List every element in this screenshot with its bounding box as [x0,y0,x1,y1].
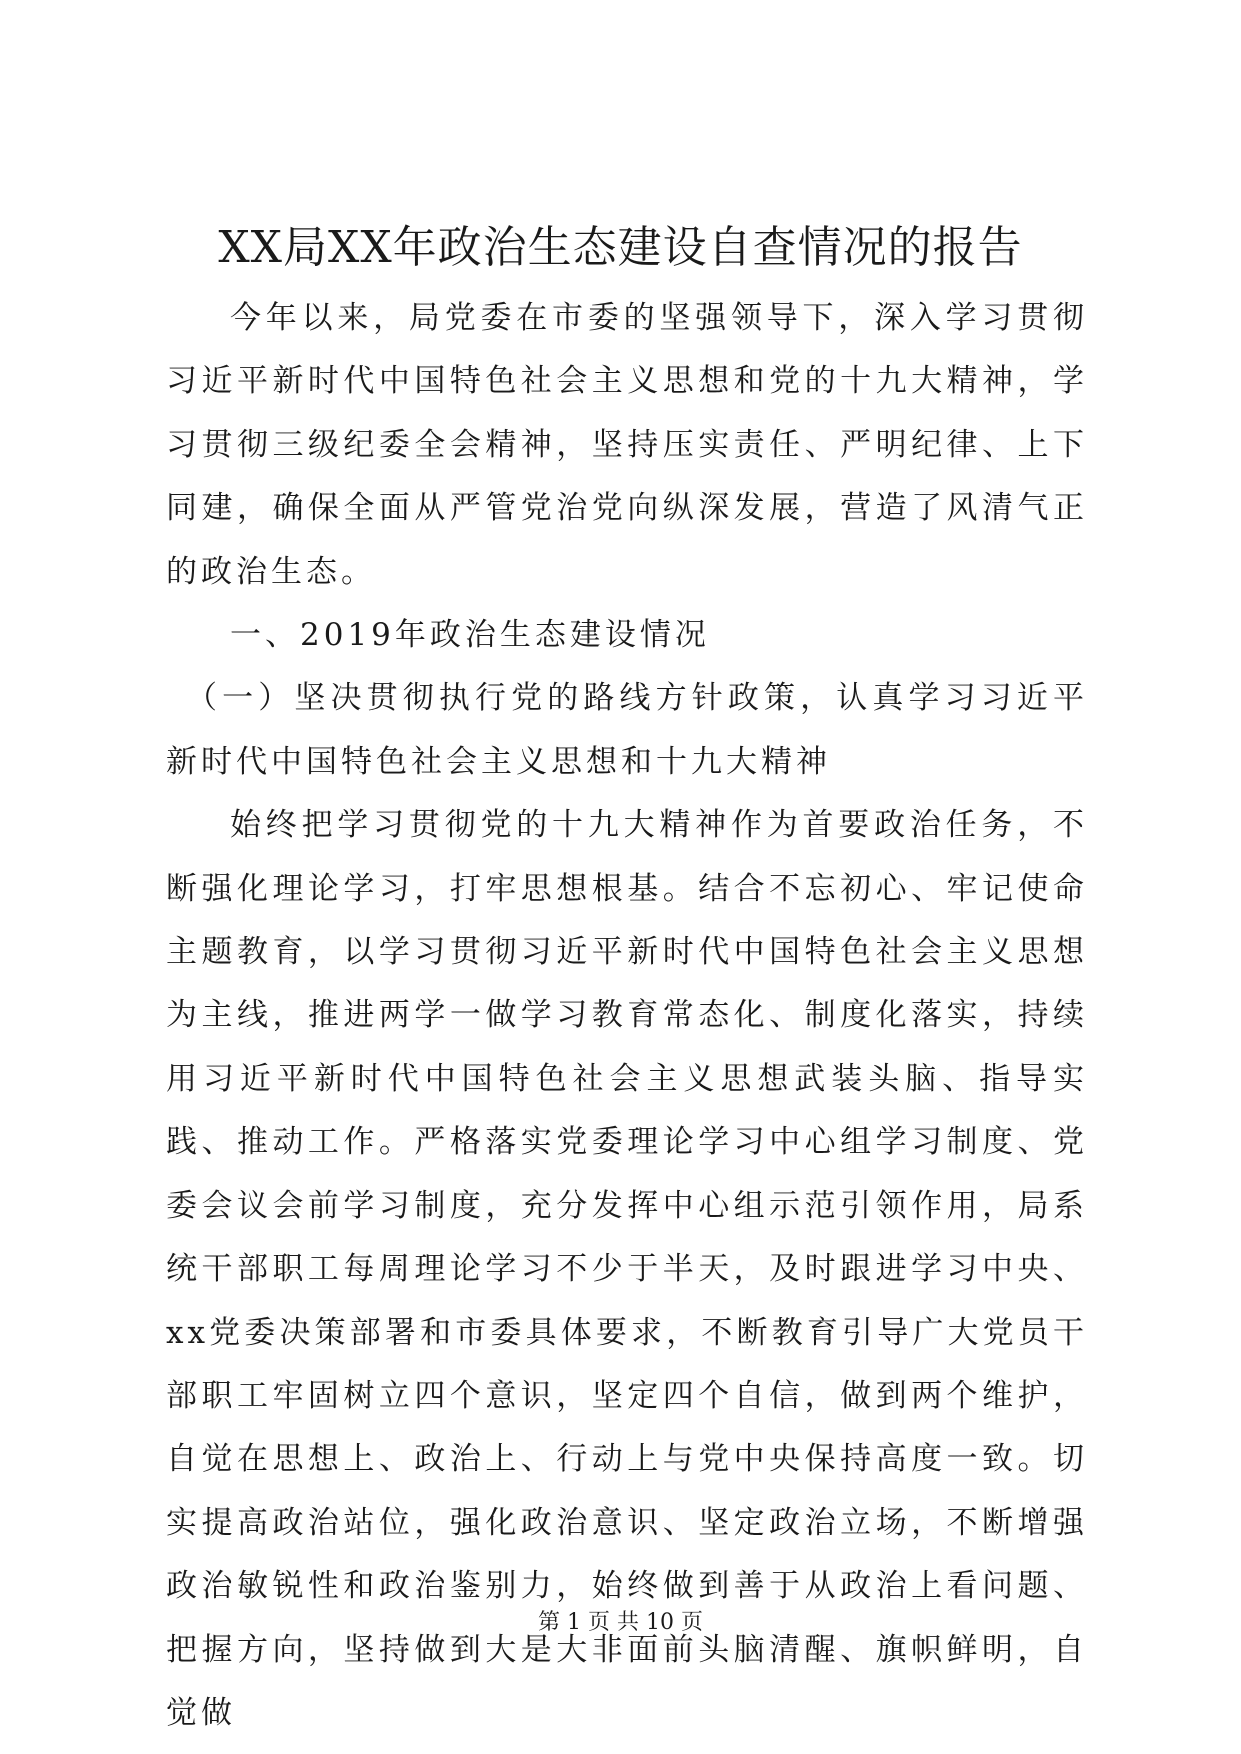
body-paragraph: 始终把学习贯彻党的十九大精神作为首要政治任务，不断强化理论学习，打牢思想根基。结合不忘初心、牢记使命主题教育，以学习贯彻习近平新时代中国特色社会主义思想为主线，推进两学一做学习教育常态化、制度化落实，持续用习近平新时代中国特色社会主义思想武装头脑、指导实践、推动工作。严格落实党委理论学习中心组学习制度、党委会议会前学习制度，充分发挥中心组示范引领作用，局系统干部职工每周理论学习不少于半天，及时跟进学习中央、xx党委决策部署和市委具体要求，不断教育引导广大党员干部职工牢固树立四个意识，坚定四个自信，做到两个维护，自觉在思想上、政治上、行动上与党中央保持高度一致。切实提高政治站位，强化政治意识、坚定政治立场，不断增强政治敏锐性和政治鉴别力，始终做到善于从政治上看问题、把握方向，坚持做到大是大非面前头脑清醒、旗帜鲜明，自觉做 [166,807,1088,1731]
intro-paragraph: 今年以来，局党委在市委的坚强领导下，深入学习贯彻习近平新时代中国特色社会主义思想和党的十九大精神，学习贯彻三级纪委全会精神，坚持压实责任、严明纪律、上下同建，确保全面从严管党治党向纵深发展，营造了风清气正的政治生态。 [166,300,1088,590]
document-title: XX局XX年政治生态建设自查情况的报告 [218,222,1023,273]
document-body [166,287,1088,1745]
subsection-heading: （一）坚决贯彻执行党的路线方针政策，认真学习习近平新时代中国特色社会主义思想和十九大精神 [166,680,1088,780]
section-heading: 一、2019年政治生态建设情况 [230,617,710,654]
page-number-footer: 第 1 页 共 10 页 [538,1610,703,1635]
